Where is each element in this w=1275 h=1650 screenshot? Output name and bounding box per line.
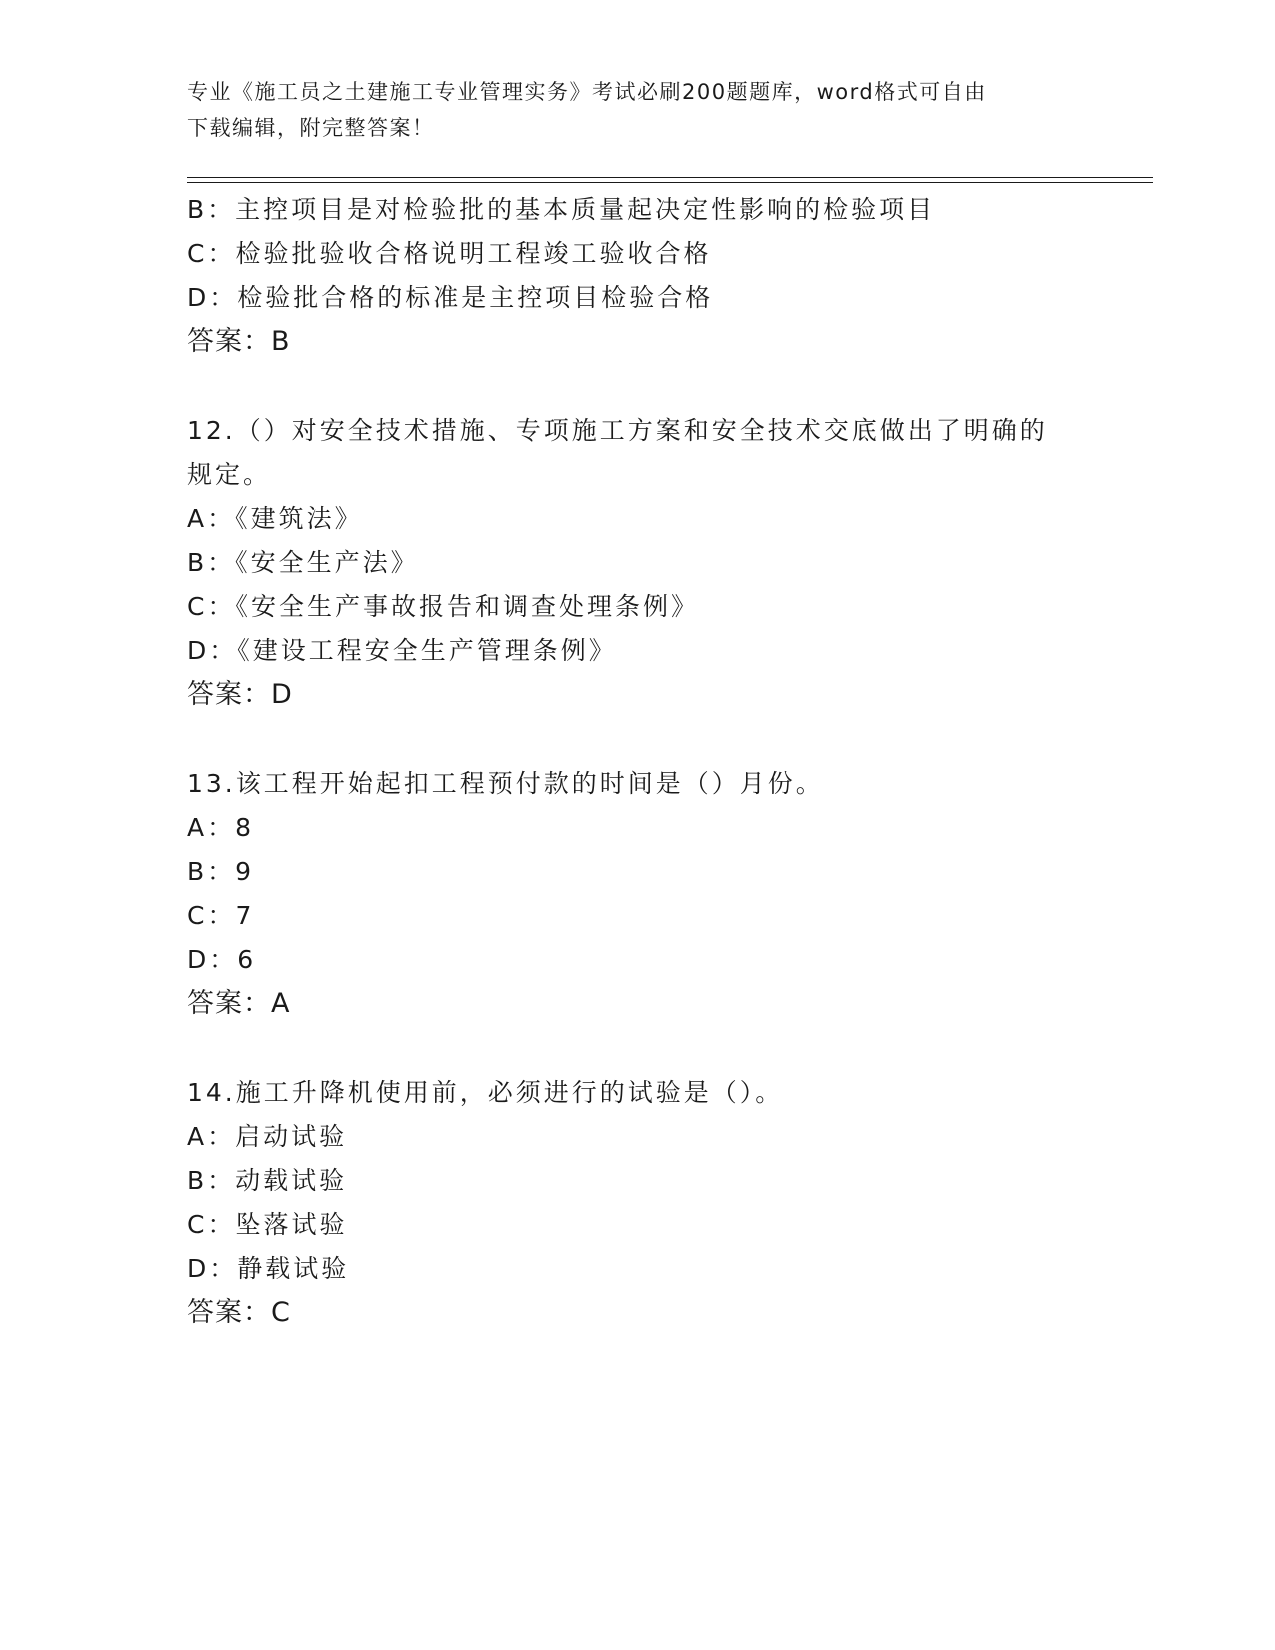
q13-option-d: D：6 [187, 945, 257, 974]
q11-option-b: B：主控项目是对检验批的基本质量起决定性影响的检验项目 [187, 195, 936, 224]
q13-answer: 答案：A [187, 988, 291, 1019]
header-line-2: 下载编辑，附完整答案！ [187, 116, 435, 140]
q14-option-b: B：动载试验 [187, 1166, 348, 1195]
q12-option-c: C：《安全生产事故报告和调查处理条例》 [187, 592, 699, 621]
q12-question-line-1: 12.（）对安全技术措施、专项施工方案和安全技术交底做出了明确的 [187, 416, 1048, 445]
q12-option-d: D：《建设工程安全生产管理条例》 [187, 636, 617, 665]
header-divider-top [187, 177, 1153, 178]
q13-option-c: C：7 [187, 901, 255, 930]
q14-option-a: A：启动试验 [187, 1122, 348, 1151]
q12-question-line-2: 规定。 [187, 460, 272, 489]
q12-option-b: B：《安全生产法》 [187, 548, 419, 577]
q11-answer: 答案：B [187, 326, 291, 357]
q12-answer: 答案：D [187, 679, 293, 710]
header-line-1: 专业《施工员之土建施工专业管理实务》考试必刷200题题库，word格式可自由 [187, 80, 987, 104]
q14-option-c: C：坠落试验 [187, 1210, 348, 1239]
q12-option-a: A：《建筑法》 [187, 504, 363, 533]
q13-question: 13.该工程开始起扣工程预付款的时间是（）月份。 [187, 769, 824, 798]
q14-answer: 答案：C [187, 1297, 291, 1328]
q11-option-d: D：检验批合格的标准是主控项目检验合格 [187, 283, 714, 312]
q14-option-d: D：静载试验 [187, 1254, 350, 1283]
header-divider-bottom [187, 182, 1153, 183]
q11-option-c: C：检验批验收合格说明工程竣工验收合格 [187, 239, 712, 268]
q13-option-b: B：9 [187, 857, 255, 886]
q14-question: 14.施工升降机使用前，必须进行的试验是（）。 [187, 1078, 784, 1107]
document-header [187, 74, 1087, 146]
q13-option-a: A：8 [187, 813, 255, 842]
